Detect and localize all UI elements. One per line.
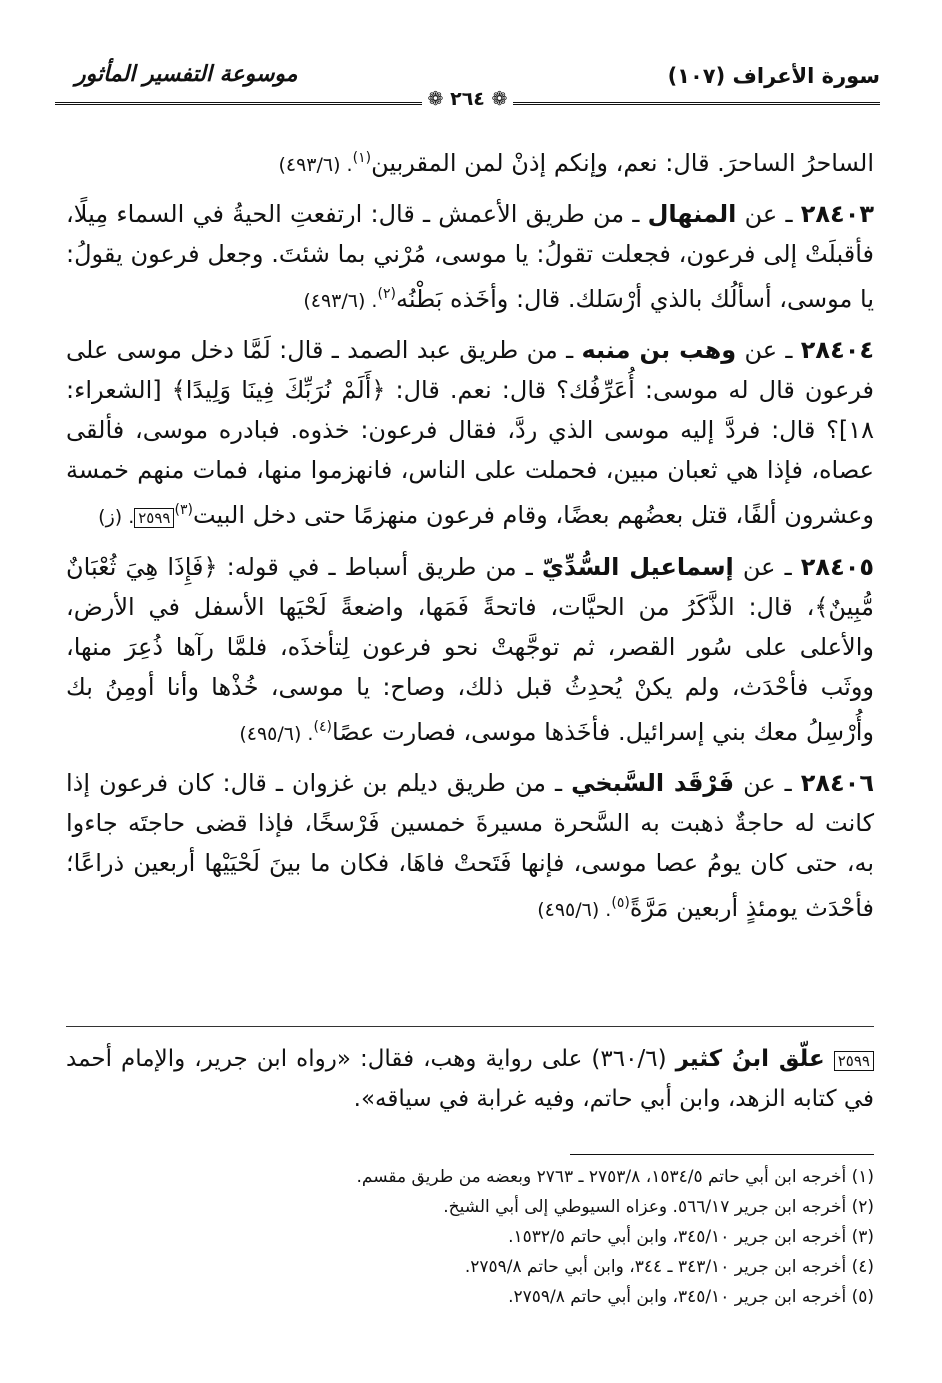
volume-ref: . (٤٩٥/٦): [239, 723, 314, 745]
paragraph-text: الساحرُ الساحرَ. قال: نعم، وإنكم إذنْ لمن المقربين: [371, 149, 874, 177]
narrator-name: فَرْقَد السَّبخي: [571, 769, 735, 797]
commentary-text: (٣٦٠/٦) على رواية وهب، فقال: «رواه ابن جرير، والإمام أحمد في كتابه الزهد، وابن أبي حاتم، وفيه غرابة في سياقه».: [66, 1046, 874, 1112]
volume-ref: . (٤٩٣/٦): [303, 290, 378, 312]
footnote-marker: (٢): [377, 286, 396, 302]
paragraph-continuation: [66, 138, 874, 185]
footnote-marker: (٥): [611, 895, 630, 911]
footnote: (٢) أخرجه ابن جرير ٥٦٦/١٧. وعزاه السيوطي إلى أبي الشيخ.: [443, 1197, 874, 1217]
narration-number: ٢٨٤٠٦: [800, 769, 874, 797]
narration-number: ٢٨٤٠٥: [800, 553, 875, 581]
commentary-box-ref: ٢٥٩٩: [134, 508, 174, 528]
main-text: [66, 138, 874, 939]
commentary-block: [66, 1040, 874, 1118]
surah-title: سورة الأعراف (١٠٧): [667, 64, 880, 88]
footnote-marker: (٤): [313, 719, 332, 735]
footnote-marker: (٣): [174, 502, 193, 518]
narrator-name: وهب بن منبه: [581, 336, 737, 364]
volume-ref: . (ز): [98, 506, 135, 528]
page-header: [55, 60, 880, 112]
narration-prefix: ـ عن: [734, 769, 801, 797]
book-title: موسوعة التفسير المأثور: [75, 62, 298, 87]
volume-ref: . (٤٩٥/٦): [537, 899, 612, 921]
narration-28404: [66, 330, 874, 538]
narration-28403: [66, 194, 874, 321]
footnote: (١) أخرجه ابن أبي حاتم ١٥٣٤/٥، ٢٧٥٣/٨ ـ ٢٧٦٣ وبعضه من طريق مقسم.: [356, 1167, 874, 1187]
footnote: (٥) أخرجه ابن جرير ٣٤٥/١٠، وابن أبي حاتم ٢٧٥٩/٨.: [508, 1287, 874, 1307]
narrator-name: إسماعيل السُّدِّيّ: [541, 553, 734, 581]
narration-number: ٢٨٤٠٤: [800, 336, 875, 364]
narration-number: ٢٨٤٠٣: [800, 200, 874, 228]
footnote: (٣) أخرجه ابن جرير ٣٤٥/١٠، وابن أبي حاتم ١٥٣٢/٥.: [508, 1227, 874, 1247]
footnote-rule: [570, 1154, 874, 1155]
page-number-value: ٢٦٤: [450, 88, 485, 110]
page-number-row: [55, 88, 880, 116]
narrator-name: المنهال: [647, 200, 737, 228]
narration-28405: [66, 547, 874, 754]
commentary-separator: [66, 1026, 874, 1027]
paragraph-text: ـ من طريق عبد الصمد ـ قال: لَمَّا دخل موسى على فرعون قال له موسى: أُعَرِّفُك؟ قال: نعم. قال: ﴿أَلَمْ نُرَبِّكَ فِينَا وَلِيدًا﴾ [الشعراء: ١٨]؟ قال: فردَّ إليه موسى الذي ردَّ، فقال فرعون: خذوه. فبادره موسى، فألقى عصاه، فإذا هي ثعبان مبين، فحملت على الناس، فانهزموا منها، فمات منهم خمسة وعشرون ألفًا، قتل بعضُهم بعضًا، وقام فرعون منهزمًا حتى دخل البيت: [66, 336, 874, 529]
narration-prefix: ـ عن: [733, 553, 801, 581]
footnotes: [66, 1162, 874, 1312]
narration-28406: [66, 763, 874, 930]
paragraph-text: ـ من طريق ديلم بن غزوان ـ قال: كان فرعون إذا كانت له حاجةٌ ذهبت به السَّحرة مسيرةَ خمسين فَرْسخًا، فإذا قضى حاجتَه جاءوا به، حتى كان يومُ عصا موسى، فإنها فَتَحتْ فاهَا، فكان ما بينَ لَحْيَيْها أربعين ذراعًا؛ فأحْدَث يومئذٍ أربعين مَرَّةً: [66, 769, 874, 922]
commentary-box-ref: ٢٥٩٩: [834, 1051, 874, 1071]
paragraph-text: ـ من طريق الأعمش ـ قال: ارتفعتِ الحيةُ في السماء مِيلًا، فأقبلَتْ إلى فرعون، فجعلت تقولُ: يا موسى، مُرْني بما شئتَ. وجعل فرعون يقولُ: يا موسى، أسألُك بالذي أرْسَلك. قال: وأخَذه بَطْنُه: [66, 200, 874, 313]
paragraph-text: ـ من طريق أسباط ـ في قوله: ﴿فَإِذَا هِيَ ثُعْبَانٌ مُّبِينٌ﴾، قال: الذَّكَرُ من الحيَّات، فاتحةً فَمَها، واضعةً لَحْيَها الأسفل في الأرض، والأعلى على سُور القصر، ثم توجَّهتْ نحو فرعون لِتأخذَه، فلمَّا رآها ذُعِرَ منها، ووثَب فأحْدَث، ولم يكنْ يُحدِثُ قبل ذلك، وصاح: يا موسى، خُذْها وأنا أومِنُ بك وأُرْسِلُ معك بني إسرائيل. فأخَذها موسى، فصارت عصًا: [66, 553, 874, 746]
footnote-marker: (١): [352, 150, 372, 166]
page-number: ❁ ٢٦٤ ❁: [422, 88, 514, 110]
commentator-name: علّق ابنُ كثير: [675, 1046, 825, 1072]
volume-ref: . (٤٩٣/٦): [278, 154, 353, 176]
narration-prefix: ـ عن: [736, 336, 801, 364]
narration-prefix: ـ عن: [736, 200, 801, 228]
footnote: (٤) أخرجه ابن جرير ٣٤٣/١٠ ـ ٣٤٤، وابن أبي حاتم ٢٧٥٩/٨.: [464, 1257, 874, 1277]
